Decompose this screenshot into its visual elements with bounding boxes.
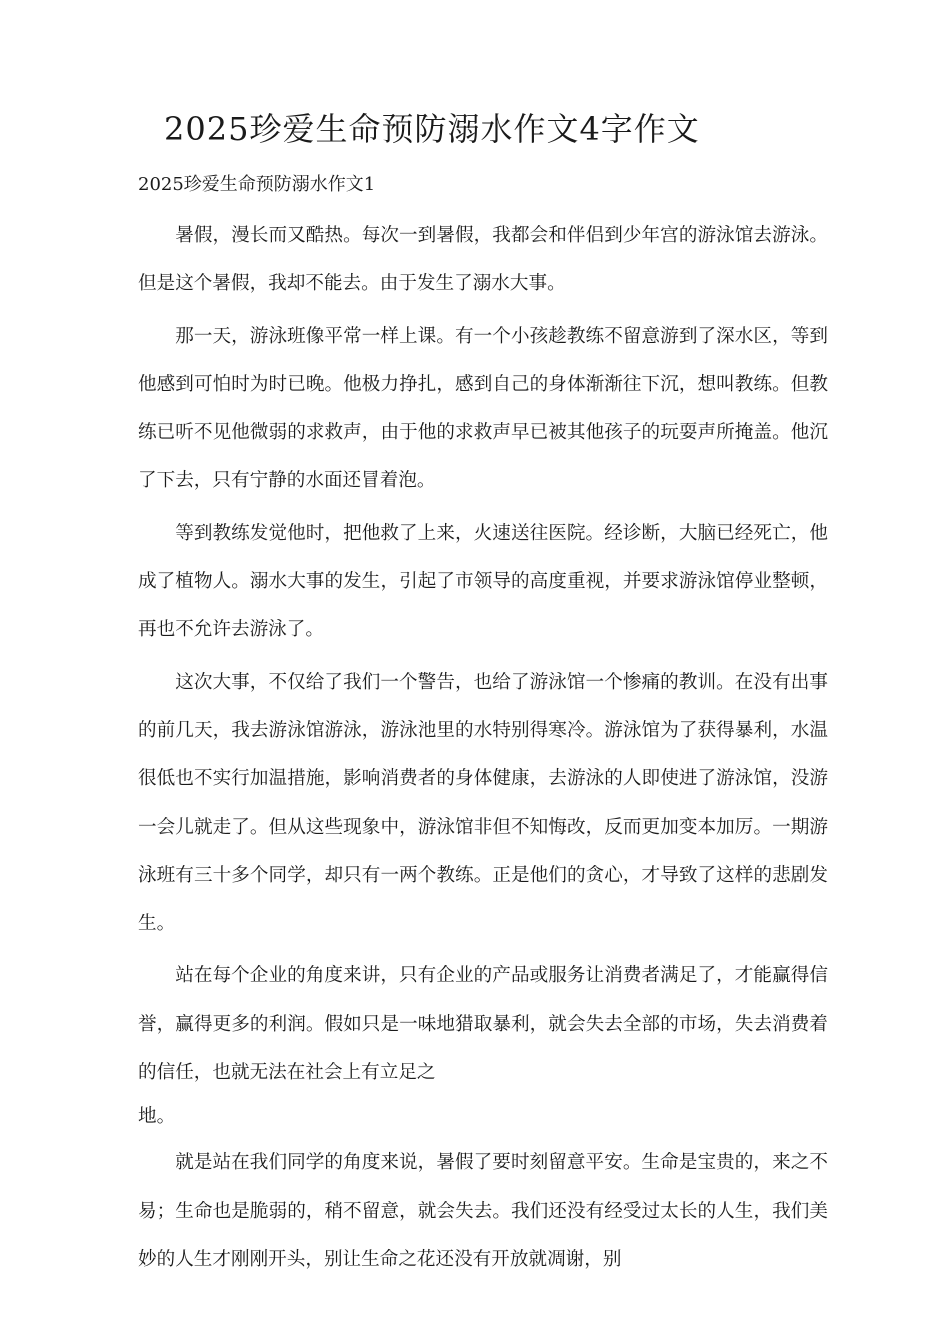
paragraph-2: 那一天，游泳班像平常一样上课。有一个小孩趁教练不留意游到了深水区，等到他感到可怕时为时已晚。他极力挣扎，感到自己的身体渐渐往下沉，想叫教练。但教练已听不见他微弱的求救声，由于他的求救声早已被其他孩子的玩耍声所掩盖。他沉了下去，只有宁静的水面还冒着泡。 (138, 325, 828, 492)
document-body (138, 212, 828, 1288)
paragraph-1: 暑假，漫长而又酷热。每次一到暑假，我都会和伴侣到少年宫的游泳馆去游泳。但是这个暑假，我却不能去。由于发生了溺水大事。 (138, 225, 828, 295)
paragraph-5: 站在每个企业的角度来讲，只有企业的产品或服务让消费者满足了，才能赢得信誉，赢得更多的利润。假如只是一味地猎取暴利，就会失去全部的市场，失去消费着的信任，也就无法在社会上有立足之 (138, 965, 828, 1084)
paragraph-6: 就是站在我们同学的角度来说，暑假了要时刻留意平安。生命是宝贵的，来之不易；生命也是脆弱的，稍不留意，就会失去。我们还没有经受过太长的人生，我们美妙的人生才刚刚开头，别让生命之花还没有开放就凋谢，别 (138, 1152, 828, 1270)
section-heading: 2025珍爱生命预防溺水作文1 (138, 174, 376, 195)
paragraph-3: 等到教练发觉他时，把他救了上来，火速送往医院。经诊断，大脑已经死亡，他成了植物人。溺水大事的发生，引起了市领导的高度重视，并要求游泳馆停业整顿，再也不允许去游泳了。 (138, 522, 828, 641)
paragraph-5-continuation: 地。 (138, 1106, 176, 1128)
document-title: 2025珍爱生命预防溺水作文4字作文 (164, 110, 700, 148)
paragraph-4: 这次大事，不仅给了我们一个警告，也给了游泳馆一个惨痛的教训。在没有出事的前几天，我去游泳馆游泳，游泳池里的水特别得寒冷。游泳馆为了获得暴利，水温很低也不实行加温措施，影响消费者的身体健康，去游泳的人即使进了游泳馆，没游一会儿就走了。但从这些现象中，游泳馆非但不知悔改，反而更加变本加厉。一期游泳班有三十多个同学，却只有一两个教练。正是他们的贪心，才导致了这样的悲剧发生。 (138, 671, 828, 935)
